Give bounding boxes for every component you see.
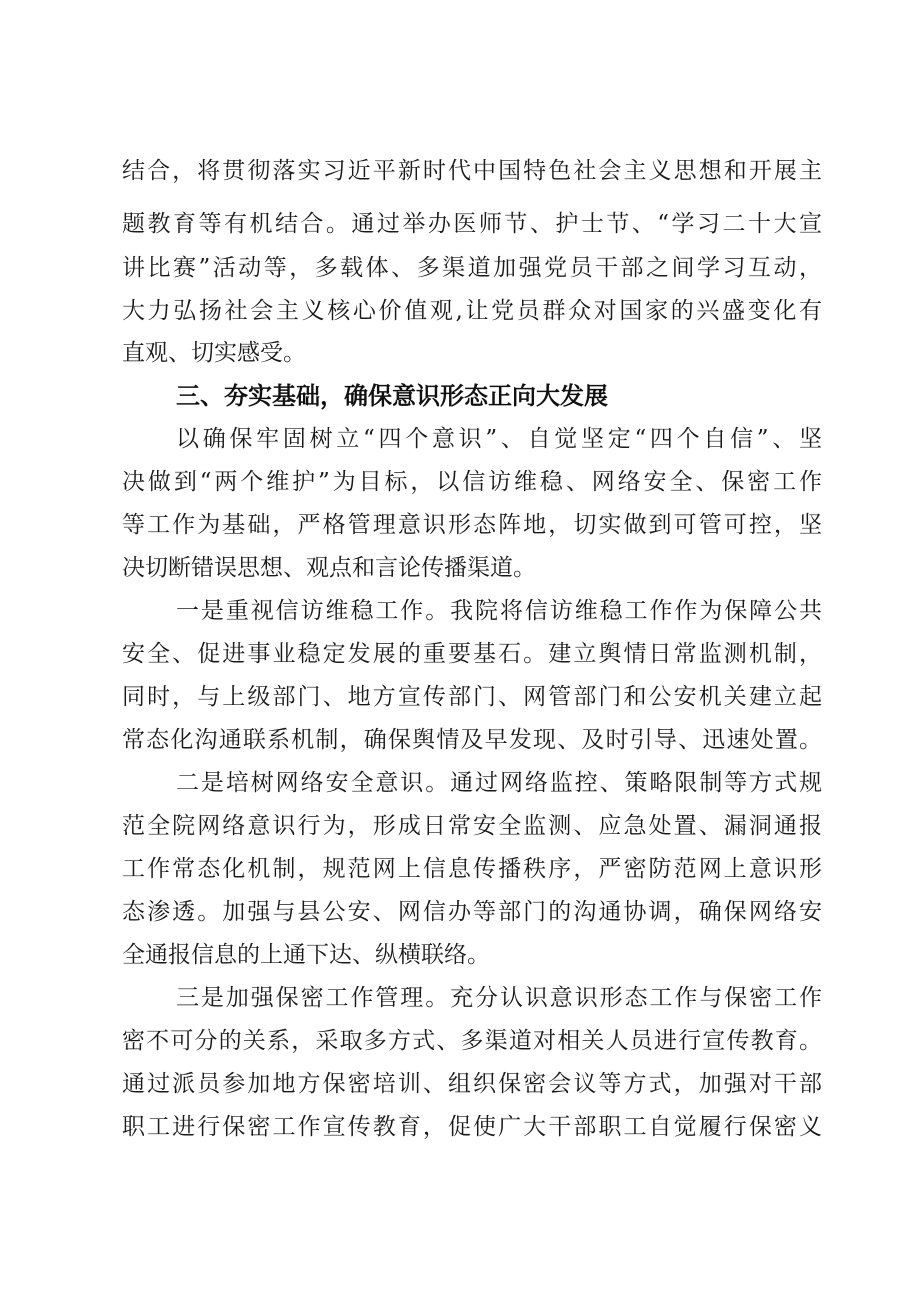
intro-line-3: 讲比赛”活动等，多载体、多渠道加强党员干部之间学习互动， (122, 255, 822, 281)
point-one-line-2: 安全、促进事业稳定发展的重要基石。建立舆情日常监测机制， (122, 641, 822, 667)
point-two-line-3: 工作常态化机制，规范网上信息传播秩序，严密防范网上意识形 (122, 856, 822, 882)
section-heading: 三、夯实基础，确保意识形态正向大发展 (176, 382, 608, 410)
point-two-line-1: 二是培树网络安全意识。通过网络监控、策略限制等方式规 (176, 770, 822, 796)
point-one-line-3: 同时，与上级部门、地方宣传部门、网管部门和公安机关建立起 (122, 684, 822, 710)
point-two-line-2: 范全院网络意识行为，形成日常安全监测、应急处置、漏洞通报 (122, 813, 822, 839)
point-three-line-3: 通过派员参加地方保密培训、组织保密会议等方式，加强对干部 (122, 1071, 822, 1097)
intro-line-4: 大力弘扬社会主义核心价值观,让党员群众对国家的兴盛变化有 (122, 298, 822, 324)
goal-line-3: 等工作为基础，严格管理意识形态阵地，切实做到可管可控，坚 (122, 512, 822, 538)
point-three-line-2: 密不可分的关系，采取多方式、多渠道对相关人员进行宣传教育。 (122, 1028, 822, 1054)
goal-line-4: 决切断错误思想、观点和言论传播渠道。 (122, 555, 536, 581)
goal-line-2: 决做到“两个维护”为目标，以信访维稳、网络安全、保密工作 (122, 469, 822, 495)
intro-line-5: 直观、切实感受。 (122, 340, 306, 366)
point-one-line-1: 一是重视信访维稳工作。我院将信访维稳工作作为保障公共 (176, 598, 822, 624)
point-three-line-4: 职工进行保密工作宣传教育，促使广大干部职工自觉履行保密义 (122, 1114, 822, 1140)
point-three-line-1: 三是加强保密工作管理。充分认识意识形态工作与保密工作 (176, 985, 822, 1011)
point-two-line-4: 态渗透。加强与县公安、网信办等部门的沟通协调，确保网络安 (122, 899, 822, 925)
point-one-line-4: 常态化沟通联系机制，确保舆情及早发现、及时引导、迅速处置。 (122, 727, 822, 753)
goal-line-1: 以确保牢固树立“四个意识”、自觉坚定“四个自信”、坚 (176, 426, 822, 452)
intro-line-1: 结合，将贯彻落实习近平新时代中国特色社会主义思想和开展主 (122, 158, 822, 184)
intro-line-2: 题教育等有机结合。通过举办医师节、护士节、“学习二十大宣 (122, 211, 822, 237)
point-two-line-5: 全通报信息的上通下达、纵横联络。 (122, 942, 490, 968)
